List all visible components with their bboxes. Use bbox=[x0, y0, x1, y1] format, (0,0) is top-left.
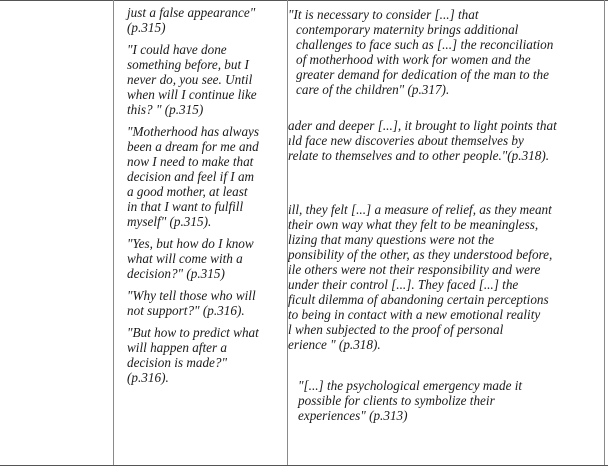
column-divider-left bbox=[113, 0, 114, 465]
client-quote: "I could have done something before, but I never do, you see. Until when will I continue like this? " (p.315) bbox=[127, 42, 257, 117]
column-divider-right bbox=[604, 0, 605, 465]
client-quote: "Yes, but how do I know what will come with a decision?" (p.315) bbox=[127, 236, 254, 281]
author-quotes-column bbox=[288, 7, 602, 457]
author-quote: "It is necessary to consider [...] that contemporary maternity brings additional challenges to face such as [...] the reconciliation of motherhood with work for women and the greater demand for dedication of the man to the care of the children" (p.317). bbox=[288, 7, 554, 97]
client-quote: just a false appearance" (p.315) bbox=[127, 5, 256, 35]
table-top-rule bbox=[0, 0, 608, 1]
author-quote: ill, they felt [...] a measure of relief, as they meant their own way what they felt to be meaningless, lizing that many questions were not the ponsibility of the other, as they understood before, ile others were not their responsibility and were under their control [...]. They faced [...] the ficult dilemma of abandoning certain perceptions to being in contact with a new emotional reality l when subjected to the proof of personal erience " (p.318). bbox=[288, 202, 553, 352]
client-quotes-column bbox=[127, 5, 279, 392]
client-quote: "Motherhood has always been a dream for me and now I need to make that decision and feel if I am a good mother, at least in that I want to fulfill myself" (p.315). bbox=[127, 124, 260, 229]
client-quote: "But how to predict what will happen after a decision is made?" (p.316). bbox=[127, 325, 259, 385]
author-quote: "[...] the psychological emergency made it possible for clients to symbolize their experiences" (p.313) bbox=[298, 378, 523, 423]
client-quote: "Why tell those who will not support?" (p.316). bbox=[127, 288, 256, 318]
author-quote: ader and deeper [...], it brought to light points that ıld face new discoveries about themselves by relate to themselves and to other people."(p.318). bbox=[288, 118, 557, 163]
table-bottom-rule bbox=[0, 465, 608, 466]
